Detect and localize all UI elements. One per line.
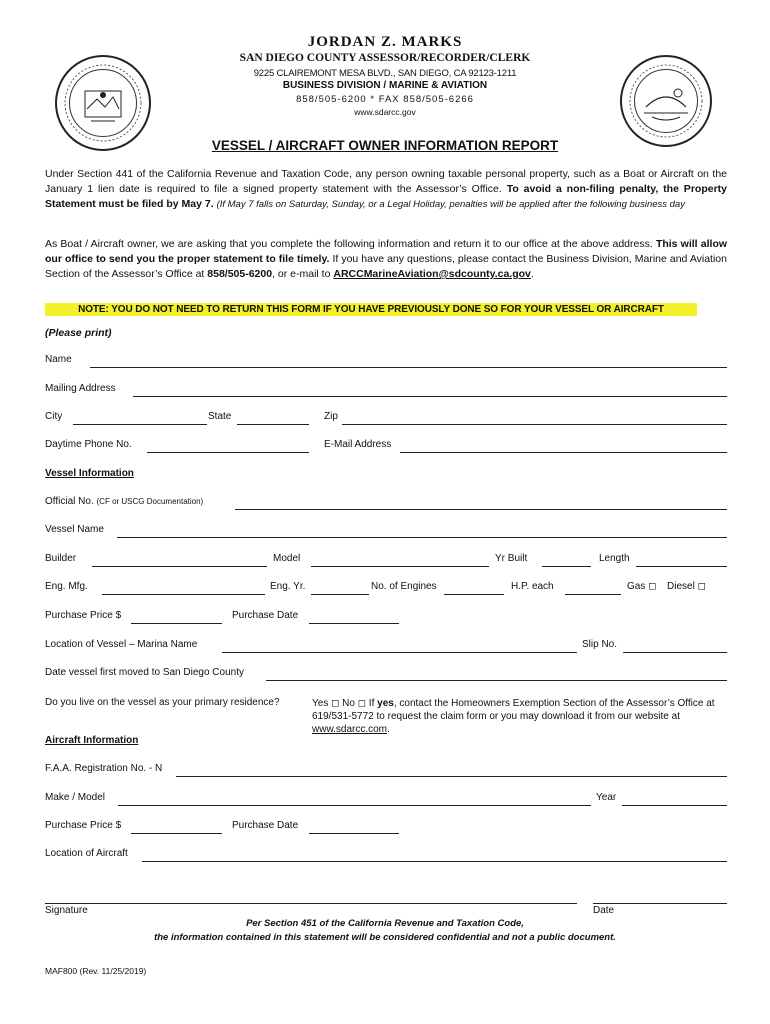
website[interactable]: www.sdarcc.gov [354,107,416,117]
make-model-row [45,792,727,806]
aircraft-purchase-price-label: Purchase Price $ [45,820,122,831]
confidential-note-line1: Per Section 451 of the California Revenue and Taxation Code, [246,918,524,929]
division-title: BUSINESS DIVISION / MARINE & AVIATION [282,80,488,91]
email-label: E-Mail Address [324,439,392,450]
year-label: Year [596,792,617,803]
daytime-phone-field[interactable] [147,452,309,453]
name-row [45,354,727,368]
model-field[interactable] [311,566,489,567]
signature-field[interactable] [45,903,577,904]
official-no-field[interactable] [235,509,727,510]
slip-no-label: Slip No. [582,639,618,650]
date-field[interactable] [593,903,727,904]
org-title: SAN DIEGO COUNTY ASSESSOR/RECORDER/CLERK [239,52,531,64]
length-field[interactable] [636,566,727,567]
intro-paragraph-1: Under Section 441 of the California Revenue and Taxation Code, any person owning taxable personal property, such as a Boat or Aircraft on the January 1 lien date is required to file a signed property statement with the Assessor’s Office. To avoid a non-filing penalty, the Property Statement must be filed by May 7. (If May 7 falls on Saturday, Sunday, or a Legal Holiday, penalties will be applied after the following business day [45,168,727,210]
mailing-address-field[interactable] [133,396,727,397]
date-label: Date [593,905,615,916]
aircraft-location-label: Location of Aircraft [45,848,128,859]
note-banner: NOTE: YOU DO NOT NEED TO RETURN THIS FORM IF YOU HAVE PREVIOUSLY DONE SO FOR YOUR VESSEL OR AIRCRAFT [45,303,697,316]
eng-yr-label: Eng. Yr. [270,581,306,592]
vessel-name-label: Vessel Name [45,524,104,535]
form-id: MAF800 (Rev. 11/25/2019) [45,966,147,976]
hp-each-label: H.P. each [511,581,554,592]
model-label: Model [273,553,301,564]
vessel-purchase-price-field[interactable] [131,623,222,624]
vessel-location-field[interactable] [222,652,577,653]
state-field[interactable] [237,424,309,425]
sdarcc-link[interactable]: www.sdarcc.com [312,724,388,735]
phone-row [45,439,727,453]
faa-field[interactable] [176,776,727,777]
faa-row [45,763,727,777]
builder-row [45,553,727,567]
assessor-name: JORDAN Z. MARKS [307,34,463,50]
city-field[interactable] [73,424,207,425]
daytime-phone-label: Daytime Phone No. [45,439,132,450]
office-address: 9225 CLAIREMONT MESA BLVD., SAN DIEGO, CA 92123-1211 [253,68,517,79]
hp-each-field[interactable] [565,594,621,595]
vessel-purchase-row [45,610,727,624]
eng-mfg-field[interactable] [102,594,265,595]
make-model-label: Make / Model [45,792,106,803]
date-moved-field[interactable] [266,680,727,681]
builder-label: Builder [45,553,77,564]
zip-field[interactable] [342,424,727,425]
intro-paragraph-2: As Boat / Aircraft owner, we are asking that you complete the following information and return it to our office at the above address. This will allow our office to send you the proper statement to file timely. If you have any questions, please contact the Business Division, Marine and Aviation Section of the Assessor’s Office at 858/505-6200, or e-mail to ARCCMarineAviation@sdcounty.ca.gov. [45,238,728,280]
zip-label: Zip [324,411,338,422]
city-row [45,411,727,425]
vessel-name-field[interactable] [117,537,727,538]
eng-mfg-label: Eng. Mfg. [45,581,88,592]
residence-answer: Yes ◻ No ◻ If yes, contact the Homeowners Exemption Section of the Assessor’s Office at 619/531-5772 to request the claim form or you may download it from our website at www.sdarcc.com. [312,698,715,735]
year-field[interactable] [622,805,727,806]
builder-field[interactable] [92,566,267,567]
email-link[interactable]: ARCCMarineAviation@sdcounty.ca.gov [333,268,531,280]
official-no-row [45,496,727,510]
state-label: State [208,411,232,422]
vessel-name-row [45,524,727,538]
date-moved-label: Date vessel first moved to San Diego County [45,667,244,678]
mailing-row [45,383,727,397]
make-model-field[interactable] [118,805,591,806]
yr-built-field[interactable] [542,566,591,567]
confidential-note-line2: the information contained in this statement will be considered confidential and not a public document. [154,932,616,943]
date-moved-row [45,667,727,681]
aircraft-purchase-row [45,820,727,834]
mailing-label: Mailing Address [45,383,116,394]
engine-row [45,581,727,595]
aircraft-section-title: Aircraft Information [45,735,139,746]
aircraft-location-field[interactable] [142,861,727,862]
diesel-checkbox[interactable]: Diesel ◻ [667,581,706,592]
vessel-section-title: Vessel Information [45,468,134,479]
gas-checkbox[interactable]: Gas ◻ [627,581,657,592]
vessel-purchase-price-label: Purchase Price $ [45,610,122,621]
official-no-label: Official No. (CF or USCG Documentation) [45,496,204,507]
slip-no-field[interactable] [623,652,727,653]
aircraft-purchase-date-label: Purchase Date [232,820,299,831]
aircraft-purchase-date-field[interactable] [309,833,399,834]
name-field[interactable] [90,367,727,368]
city-label: City [45,411,63,422]
no-engines-field[interactable] [444,594,504,595]
vessel-purchase-date-field[interactable] [309,623,399,624]
aircraft-location-row [45,848,727,862]
phone-fax: 858/505-6200 * FAX 858/505-6266 [296,94,474,105]
eng-yr-field[interactable] [311,594,369,595]
name-label: Name [45,354,72,365]
yr-built-label: Yr Built [495,553,528,564]
vessel-purchase-date-label: Purchase Date [232,610,299,621]
length-label: Length [599,553,630,564]
email-field[interactable] [400,452,727,453]
residence-checkboxes[interactable]: Yes ◻ No ◻ If [312,698,375,709]
aircraft-purchase-price-field[interactable] [131,833,222,834]
vessel-location-label: Location of Vessel – Marina Name [45,639,198,650]
signature-label: Signature [45,905,88,916]
no-engines-label: No. of Engines [371,581,437,592]
residence-row [45,697,305,711]
vessel-location-row [45,639,727,653]
report-title: VESSEL / AIRCRAFT OWNER INFORMATION REPORT [211,138,559,153]
faa-label: F.A.A. Registration No. - N [45,763,163,774]
residence-question: Do you live on the vessel as your primary residence? [45,697,280,708]
please-print: (Please print) [45,327,112,339]
